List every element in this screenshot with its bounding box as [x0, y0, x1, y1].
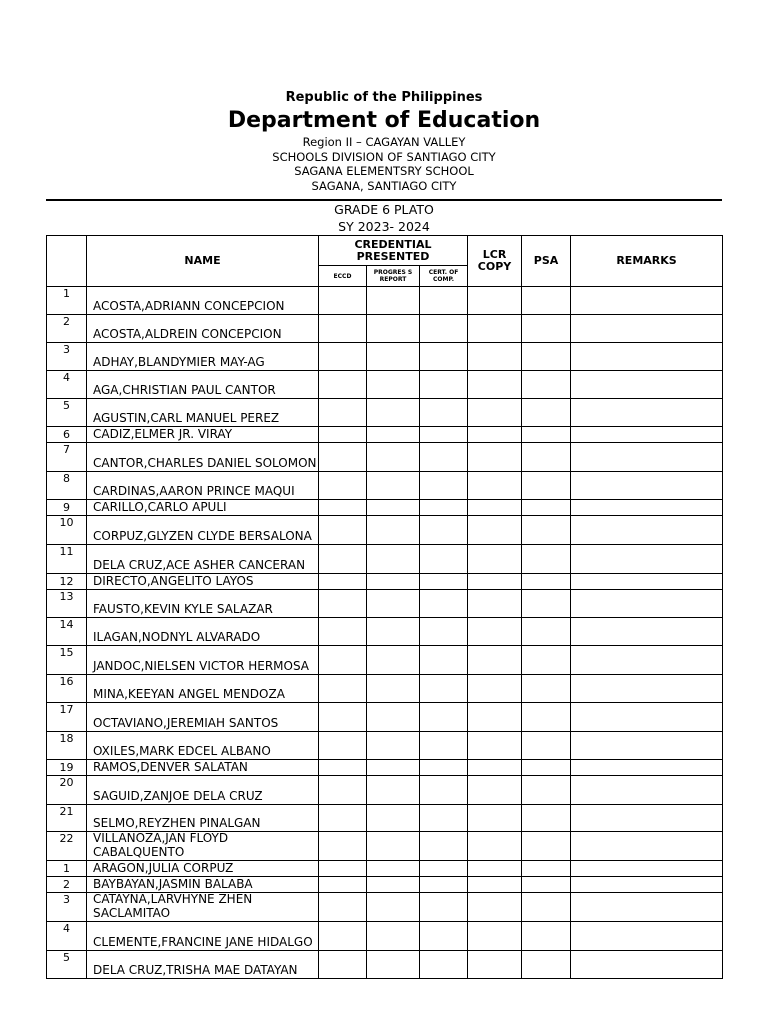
- remarks-cell: [571, 861, 723, 877]
- progress-cell: [367, 776, 420, 805]
- student-name: JANDOC,NIELSEN VICTOR HERMOSA: [87, 646, 319, 675]
- remarks-cell: [571, 343, 723, 371]
- row-number: 17: [47, 703, 87, 732]
- psa-cell: [522, 760, 571, 776]
- progress-cell: [367, 922, 420, 951]
- progress-cell: [367, 675, 420, 703]
- eccd-cell: [319, 805, 367, 832]
- cert-cell: [420, 287, 468, 315]
- student-name: ILAGAN,NODNYL ALVARADO: [87, 618, 319, 646]
- eccd-cell: [319, 472, 367, 500]
- psa-cell: [522, 574, 571, 590]
- progress-cell: [367, 951, 420, 979]
- remarks-cell: [571, 922, 723, 951]
- cert-cell: [420, 760, 468, 776]
- remarks-cell: [571, 287, 723, 315]
- lcr-cell: [468, 922, 522, 951]
- school-year: SY 2023- 2024: [338, 219, 430, 234]
- cert-cell: [420, 545, 468, 574]
- psa-cell: [522, 427, 571, 443]
- eccd-cell: [319, 922, 367, 951]
- row-number: 14: [47, 618, 87, 646]
- student-name: VILLANOZA,JAN FLOYD CABALQUENTO: [87, 832, 319, 861]
- table-body: [47, 287, 723, 979]
- row-number: 3: [47, 893, 87, 922]
- psa-cell: [522, 590, 571, 618]
- remarks-cell: [571, 893, 723, 922]
- remarks-cell: [571, 646, 723, 675]
- lcr-cell: [468, 427, 522, 443]
- student-name: MINA,KEEYAN ANGEL MENDOZA: [87, 675, 319, 703]
- lcr-cell: [468, 951, 522, 979]
- lcr-cell: [468, 472, 522, 500]
- remarks-cell: [571, 877, 723, 893]
- cert-cell: [420, 877, 468, 893]
- student-name: ACOSTA,ALDREIN CONCEPCION: [87, 315, 319, 343]
- cert-cell: [420, 590, 468, 618]
- student-name: CLEMENTE,FRANCINE JANE HIDALGO: [87, 922, 319, 951]
- progress-cell: [367, 545, 420, 574]
- republic-line: Republic of the Philippines: [285, 90, 483, 105]
- row-number: 7: [47, 443, 87, 472]
- eccd-cell: [319, 776, 367, 805]
- eccd-cell: [319, 315, 367, 343]
- row-number: 20: [47, 776, 87, 805]
- row-number: 8: [47, 472, 87, 500]
- student-name: BAYBAYAN,JASMIN BALABA: [87, 877, 319, 893]
- lcr-cell: [468, 371, 522, 399]
- psa-cell: [522, 732, 571, 760]
- row-number: 1: [47, 861, 87, 877]
- remarks-cell: [571, 776, 723, 805]
- row-number: 18: [47, 732, 87, 760]
- eccd-cell: [319, 516, 367, 545]
- lcr-cell: [468, 287, 522, 315]
- progress-cell: [367, 805, 420, 832]
- eccd-cell: [319, 732, 367, 760]
- psa-cell: [522, 646, 571, 675]
- remarks-cell: [571, 545, 723, 574]
- cert-cell: [420, 732, 468, 760]
- header-number: [47, 236, 87, 287]
- cert-cell: [420, 861, 468, 877]
- remarks-cell: [571, 590, 723, 618]
- psa-cell: [522, 805, 571, 832]
- student-name: DIRECTO,ANGELITO LAYOS: [87, 574, 319, 590]
- eccd-cell: [319, 646, 367, 675]
- header-eccd: ECCD: [319, 266, 367, 287]
- section-info: [0, 201, 768, 235]
- cert-cell: [420, 427, 468, 443]
- cert-cell: [420, 893, 468, 922]
- progress-cell: [367, 443, 420, 472]
- psa-cell: [522, 315, 571, 343]
- progress-cell: [367, 893, 420, 922]
- row-number: 5: [47, 951, 87, 979]
- remarks-cell: [571, 832, 723, 861]
- remarks-cell: [571, 500, 723, 516]
- lcr-cell: [468, 760, 522, 776]
- eccd-cell: [319, 399, 367, 427]
- progress-cell: [367, 371, 420, 399]
- lcr-cell: [468, 343, 522, 371]
- lcr-cell: [468, 646, 522, 675]
- psa-cell: [522, 443, 571, 472]
- eccd-cell: [319, 951, 367, 979]
- psa-cell: [522, 343, 571, 371]
- cert-cell: [420, 371, 468, 399]
- progress-cell: [367, 590, 420, 618]
- remarks-cell: [571, 618, 723, 646]
- cert-cell: [420, 516, 468, 545]
- student-name: SAGUID,ZANJOE DELA CRUZ: [87, 776, 319, 805]
- header-lcr: LCR COPY: [468, 236, 522, 287]
- eccd-cell: [319, 832, 367, 861]
- header-psa: PSA: [522, 236, 571, 287]
- eccd-cell: [319, 861, 367, 877]
- student-name: CARDINAS,AARON PRINCE MAQUI: [87, 472, 319, 500]
- lcr-cell: [468, 500, 522, 516]
- address-line: SAGANA, SANTIAGO CITY: [311, 178, 457, 193]
- cert-cell: [420, 574, 468, 590]
- row-number: 19: [47, 760, 87, 776]
- lcr-cell: [468, 590, 522, 618]
- header-progress-report: PROGRES S REPORT: [367, 266, 420, 287]
- row-number: 9: [47, 500, 87, 516]
- student-name: CORPUZ,GLYZEN CLYDE BERSALONA: [87, 516, 319, 545]
- eccd-cell: [319, 590, 367, 618]
- progress-cell: [367, 877, 420, 893]
- cert-cell: [420, 646, 468, 675]
- progress-cell: [367, 427, 420, 443]
- region-line: Region II – CAGAYAN VALLEY: [302, 135, 466, 149]
- eccd-cell: [319, 545, 367, 574]
- remarks-cell: [571, 371, 723, 399]
- psa-cell: [522, 776, 571, 805]
- header-cert-of-comp: CERT. OF COMP.: [420, 266, 468, 287]
- psa-cell: [522, 287, 571, 315]
- progress-cell: [367, 832, 420, 861]
- progress-cell: [367, 646, 420, 675]
- psa-cell: [522, 893, 571, 922]
- eccd-cell: [319, 877, 367, 893]
- cert-cell: [420, 399, 468, 427]
- eccd-cell: [319, 443, 367, 472]
- lcr-cell: [468, 776, 522, 805]
- remarks-cell: [571, 399, 723, 427]
- document-header: [0, 90, 768, 193]
- eccd-cell: [319, 427, 367, 443]
- student-name: AGUSTIN,CARL MANUEL PEREZ: [87, 399, 319, 427]
- remarks-cell: [571, 427, 723, 443]
- lcr-cell: [468, 703, 522, 732]
- student-name: ACOSTA,ADRIANN CONCEPCION: [87, 287, 319, 315]
- row-number: 11: [47, 545, 87, 574]
- student-name: OCTAVIANO,JEREMIAH SANTOS: [87, 703, 319, 732]
- lcr-cell: [468, 443, 522, 472]
- progress-cell: [367, 703, 420, 732]
- student-name: CATAYNA,LARVHYNE ZHEN SACLAMITAO: [87, 893, 319, 922]
- remarks-cell: [571, 315, 723, 343]
- credentials-table: [46, 235, 723, 979]
- student-name: SELMO,REYZHEN PINALGAN: [87, 805, 319, 832]
- eccd-cell: [319, 343, 367, 371]
- cert-cell: [420, 805, 468, 832]
- row-number: 1: [47, 287, 87, 315]
- cert-cell: [420, 703, 468, 732]
- student-name: CANTOR,CHARLES DANIEL SOLOMON: [87, 443, 319, 472]
- remarks-cell: [571, 472, 723, 500]
- progress-cell: [367, 574, 420, 590]
- lcr-cell: [468, 545, 522, 574]
- progress-cell: [367, 760, 420, 776]
- cert-cell: [420, 922, 468, 951]
- progress-cell: [367, 399, 420, 427]
- student-name: ADHAY,BLANDYMIER MAY-AG: [87, 343, 319, 371]
- eccd-cell: [319, 760, 367, 776]
- cert-cell: [420, 315, 468, 343]
- psa-cell: [522, 500, 571, 516]
- remarks-cell: [571, 574, 723, 590]
- eccd-cell: [319, 287, 367, 315]
- eccd-cell: [319, 574, 367, 590]
- row-number: 10: [47, 516, 87, 545]
- psa-cell: [522, 675, 571, 703]
- row-number: 4: [47, 922, 87, 951]
- student-name: ARAGON,JULIA CORPUZ: [87, 861, 319, 877]
- cert-cell: [420, 618, 468, 646]
- psa-cell: [522, 371, 571, 399]
- progress-cell: [367, 516, 420, 545]
- grade-section: GRADE 6 PLATO: [334, 202, 434, 217]
- header-remarks: REMARKS: [571, 236, 723, 287]
- table-header: [47, 236, 723, 287]
- remarks-cell: [571, 516, 723, 545]
- cert-cell: [420, 776, 468, 805]
- school-line: SAGANA ELEMENTSRY SCHOOL: [294, 164, 474, 178]
- progress-cell: [367, 732, 420, 760]
- cert-cell: [420, 951, 468, 979]
- row-number: 2: [47, 315, 87, 343]
- progress-cell: [367, 343, 420, 371]
- lcr-cell: [468, 861, 522, 877]
- row-number: 21: [47, 805, 87, 832]
- row-number: 4: [47, 371, 87, 399]
- eccd-cell: [319, 371, 367, 399]
- progress-cell: [367, 315, 420, 343]
- cert-cell: [420, 500, 468, 516]
- progress-cell: [367, 618, 420, 646]
- cert-cell: [420, 443, 468, 472]
- row-number: 2: [47, 877, 87, 893]
- psa-cell: [522, 472, 571, 500]
- psa-cell: [522, 877, 571, 893]
- header-credential: CREDENTIAL PRESENTED: [319, 236, 468, 266]
- cert-cell: [420, 832, 468, 861]
- lcr-cell: [468, 732, 522, 760]
- row-number: 22: [47, 832, 87, 861]
- row-number: 6: [47, 427, 87, 443]
- lcr-cell: [468, 574, 522, 590]
- remarks-cell: [571, 760, 723, 776]
- lcr-cell: [468, 618, 522, 646]
- progress-cell: [367, 472, 420, 500]
- student-name: RAMOS,DENVER SALATAN: [87, 760, 319, 776]
- lcr-cell: [468, 805, 522, 832]
- remarks-cell: [571, 703, 723, 732]
- eccd-cell: [319, 703, 367, 732]
- cert-cell: [420, 472, 468, 500]
- row-number: 3: [47, 343, 87, 371]
- remarks-cell: [571, 675, 723, 703]
- remarks-cell: [571, 732, 723, 760]
- lcr-cell: [468, 675, 522, 703]
- student-name: AGA,CHRISTIAN PAUL CANTOR: [87, 371, 319, 399]
- eccd-cell: [319, 500, 367, 516]
- header-name: NAME: [87, 236, 319, 287]
- lcr-cell: [468, 315, 522, 343]
- lcr-cell: [468, 877, 522, 893]
- division-line: SCHOOLS DIVISION OF SANTIAGO CITY: [272, 149, 496, 164]
- student-name: CADIZ,ELMER JR. VIRAY: [87, 427, 319, 443]
- lcr-cell: [468, 399, 522, 427]
- remarks-cell: [571, 805, 723, 832]
- row-number: 12: [47, 574, 87, 590]
- student-name: DELA CRUZ,TRISHA MAE DATAYAN: [87, 951, 319, 979]
- psa-cell: [522, 951, 571, 979]
- psa-cell: [522, 703, 571, 732]
- psa-cell: [522, 832, 571, 861]
- eccd-cell: [319, 893, 367, 922]
- row-number: 16: [47, 675, 87, 703]
- lcr-cell: [468, 516, 522, 545]
- cert-cell: [420, 675, 468, 703]
- psa-cell: [522, 922, 571, 951]
- progress-cell: [367, 500, 420, 516]
- psa-cell: [522, 399, 571, 427]
- department-title: Department of Education: [227, 108, 541, 133]
- cert-cell: [420, 343, 468, 371]
- student-name: CARILLO,CARLO APULI: [87, 500, 319, 516]
- student-name: OXILES,MARK EDCEL ALBANO: [87, 732, 319, 760]
- psa-cell: [522, 861, 571, 877]
- psa-cell: [522, 545, 571, 574]
- lcr-cell: [468, 832, 522, 861]
- student-name: DELA CRUZ,ACE ASHER CANCERAN: [87, 545, 319, 574]
- remarks-cell: [571, 951, 723, 979]
- row-number: 13: [47, 590, 87, 618]
- eccd-cell: [319, 618, 367, 646]
- lcr-cell: [468, 893, 522, 922]
- psa-cell: [522, 516, 571, 545]
- psa-cell: [522, 618, 571, 646]
- remarks-cell: [571, 443, 723, 472]
- progress-cell: [367, 861, 420, 877]
- student-name: FAUSTO,KEVIN KYLE SALAZAR: [87, 590, 319, 618]
- row-number: 5: [47, 399, 87, 427]
- eccd-cell: [319, 675, 367, 703]
- progress-cell: [367, 287, 420, 315]
- row-number: 15: [47, 646, 87, 675]
